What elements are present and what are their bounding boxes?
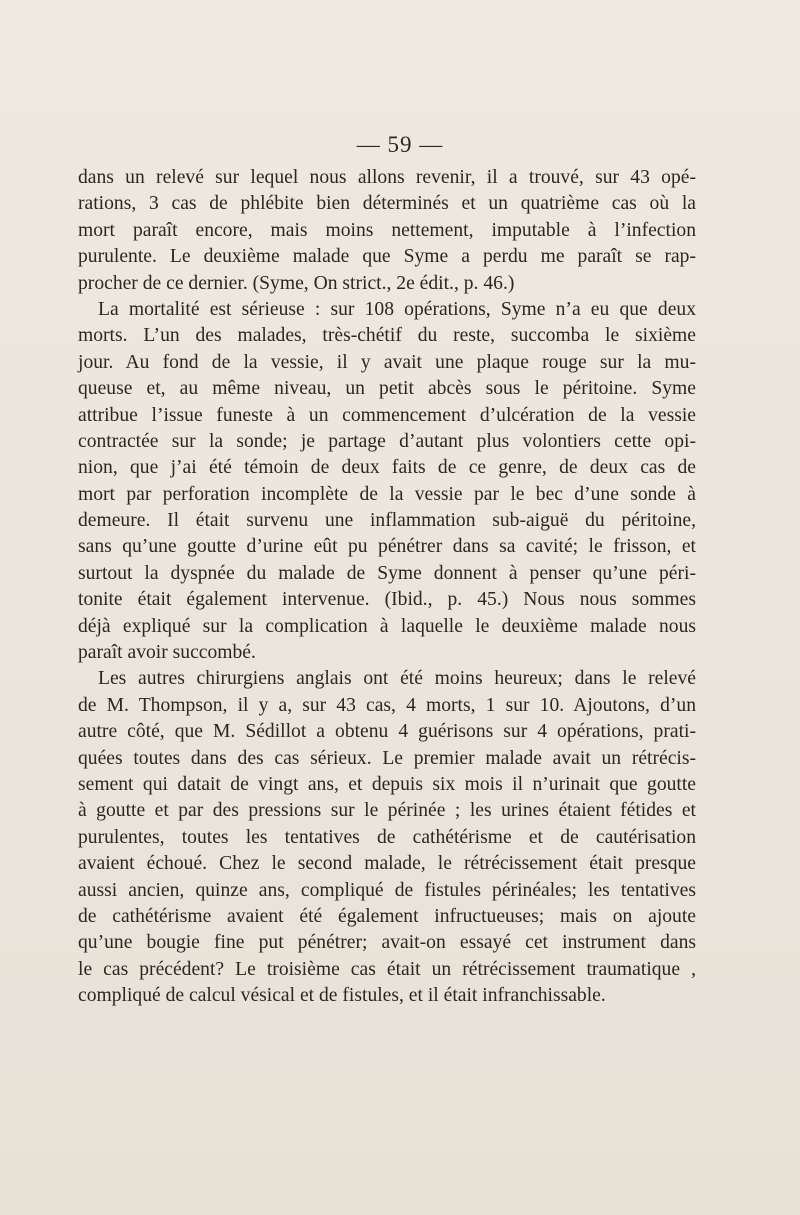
text-line: sement qui datait de vingt ans, et depuis six mois il n’urinait que goutte bbox=[78, 773, 696, 795]
text-line: jour. Au fond de la vessie, il y avait une plaque rouge sur la mu- bbox=[78, 351, 696, 373]
text-line: procher de ce dernier. (Syme, On strict., 2e édit., p. 46.) bbox=[78, 272, 515, 294]
text-line: tonite était également intervenue. (Ibid., p. 45.) Nous nous sommes bbox=[78, 589, 696, 611]
text-line: La mortalité est sérieuse : sur 108 opérations, Syme n’a eu que deux bbox=[98, 298, 696, 320]
text-line: dans un relevé sur lequel nous allons revenir, il a trouvé, sur 43 opé- bbox=[78, 167, 696, 188]
text-line: contractée sur la sonde; je partage d’autant plus volontiers cette opi- bbox=[78, 430, 696, 452]
text-line: le cas précédent? Le troisième cas était un rétrécissement traumatique , bbox=[78, 958, 696, 980]
text-line: autre côté, que M. Sédillot a obtenu 4 guérisons sur 4 opérations, prati- bbox=[78, 721, 696, 743]
text-line: de cathétérisme avaient été également infructueuses; mais on ajoute bbox=[78, 905, 696, 927]
text-line: de M. Thompson, il y a, sur 43 cas, 4 morts, 1 sur 10. Ajoutons, d’un bbox=[78, 694, 696, 716]
text-line: purulente. Le deuxième malade que Syme a perdu me paraît se rap- bbox=[78, 246, 696, 268]
text-line: aussi ancien, quinze ans, compliqué de fistules périnéales; les tentatives bbox=[78, 879, 696, 901]
text-line: mort par perforation incomplète de la vessie par le bec d’une sonde à bbox=[78, 483, 696, 505]
text-line: attribue l’issue funeste à un commencement d’ulcération de la vessie bbox=[78, 404, 696, 426]
text-line: compliqué de calcul vésical et de fistules, et il était infranchissable. bbox=[78, 985, 606, 1007]
text-line: à goutte et par des pressions sur le périnée ; les urines étaient fétides et bbox=[78, 800, 696, 822]
text-line: mort paraît encore, mais moins nettement, imputable à l’infection bbox=[78, 219, 696, 241]
text-line: paraît avoir succombé. bbox=[78, 642, 256, 664]
text-line: demeure. Il était survenu une inflammation sub-aiguë du péritoine, bbox=[78, 510, 696, 532]
text-line: queuse et, au même niveau, un petit abcès sous le péritoine. Syme bbox=[78, 378, 696, 400]
text-line: nion, que j’ai été témoin de deux faits de ce genre, de deux cas de bbox=[78, 457, 696, 479]
text-line: déjà expliqué sur la complication à laquelle le deuxième malade nous bbox=[78, 615, 696, 637]
text-line: surtout la dyspnée du malade de Syme donnent à penser qu’une péri- bbox=[78, 562, 696, 584]
text-line: quées toutes dans des cas sérieux. Le premier malade avait un rétrécis- bbox=[78, 747, 696, 769]
text-line: morts. L’un des malades, très-chétif du reste, succomba le sixième bbox=[78, 325, 696, 347]
text-line: rations, 3 cas de phlébite bien déterminés et un quatrième cas où la bbox=[78, 193, 696, 215]
text-line: qu’une bougie fine put pénétrer; avait-on essayé cet instrument dans bbox=[78, 932, 696, 954]
text-line: avaient échoué. Chez le second malade, le rétrécissement était presque bbox=[78, 853, 696, 875]
page-number: — 59 — bbox=[356, 132, 444, 157]
text-line: Les autres chirurgiens anglais ont été moins heureux; dans le relevé bbox=[98, 668, 696, 690]
text-line: purulentes, toutes les tentatives de cathétérisme et de cautérisation bbox=[78, 826, 696, 848]
body-text bbox=[78, 165, 696, 1010]
text-line: sans qu’une goutte d’urine eût pu pénétrer dans sa cavité; le frisson, et bbox=[78, 536, 696, 558]
